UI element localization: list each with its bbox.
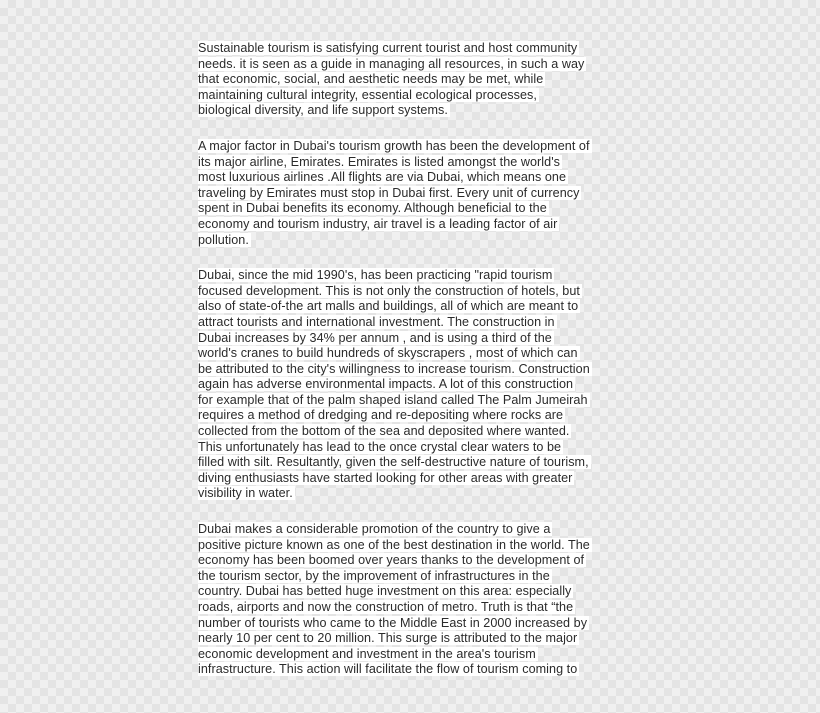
text-line: positive picture known as one of the best destination in the world. The: [198, 537, 590, 552]
paragraph-rapid-development: [198, 268, 630, 502]
text-line: Dubai, since the mid 1990's, has been practicing "rapid tourism: [198, 268, 553, 283]
text-line: filled with silt. Resultantly, given the self-destructive nature of tourism,: [198, 455, 589, 470]
text-line: maintaining cultural integrity, essential ecological processes,: [198, 87, 537, 102]
text-line: its major airline, Emirates. Emirates is listed amongst the world's: [198, 154, 560, 169]
text-line: A major factor in Dubai's tourism growth has been the development of: [198, 138, 590, 153]
text-line: the tourism sector, by the improvement of infrastructures in the: [198, 568, 550, 583]
text-line: diving enthusiasts have started looking for other areas with greater: [198, 470, 573, 485]
paragraph-sustainable-tourism: [198, 41, 630, 119]
text-line: roads, airports and now the construction of metro. Truth is that “the: [198, 600, 574, 614]
text-line: again has adverse environmental impacts. A lot of this construction: [198, 377, 574, 392]
text-line: nearly 10 per cent to 20 million. This surge is attributed to the major: [198, 631, 578, 646]
text-line: requires a method of dredging and re-depositing where rocks are: [198, 408, 564, 423]
text-line: be attributed to the city's willingness to increase tourism. Construction: [198, 361, 590, 376]
text-line: economy has been boomed over years thanks to the development of: [198, 553, 585, 568]
text-line: traveling by Emirates must stop in Dubai first. Every unit of currency: [198, 185, 580, 200]
paragraph-dubai-promotion: [198, 522, 630, 678]
text-line: economic development and investment in the area's tourism: [198, 646, 536, 661]
document-text: [198, 41, 630, 698]
text-line: Dubai increases by 34% per annum , and is using a third of the: [198, 330, 552, 345]
text-line: needs. it is seen as a guide in managing all resources, in such a way: [198, 56, 585, 71]
text-line: infrastructure. This action will facilitate the flow of tourism coming to: [198, 662, 578, 677]
text-line: spent in Dubai benefits its economy. Although beneficial to the: [198, 201, 547, 216]
text-line: Dubai makes a considerable promotion of the country to give a: [198, 522, 551, 537]
text-line: visibility in water.: [198, 486, 293, 501]
text-line: biological diversity, and life support systems.: [198, 103, 448, 118]
text-line: collected from the bottom of the sea and deposited where wanted.: [198, 424, 570, 439]
paragraph-emirates-airline: [198, 139, 630, 248]
text-line: Sustainable tourism is satisfying current tourist and host community: [198, 41, 578, 55]
text-line: for example that of the palm shaped island called The Palm Jumeirah: [198, 392, 588, 407]
text-line: country. Dubai has betted huge investment on this area: especially: [198, 584, 572, 599]
text-line: attract tourists and international investment. The construction in: [198, 314, 555, 329]
text-line: focused development. This is not only the construction of hotels, but: [198, 283, 580, 298]
text-line: most luxurious airlines .All flights are via Dubai, which means one: [198, 170, 567, 185]
text-line: number of tourists who came to the Middle East in 2000 increased by: [198, 615, 588, 630]
text-line: economy and tourism industry, air travel is a leading factor of air: [198, 216, 558, 231]
text-line: pollution.: [198, 232, 249, 247]
text-line: world's cranes to build hundreds of skyscrapers , most of which can: [198, 346, 578, 361]
text-line: that economic, social, and aesthetic needs may be met, while: [198, 72, 544, 87]
text-line: also of state-of-the art malls and buildings, all of which are meant to: [198, 299, 579, 314]
text-line: This unfortunately has lead to the once crystal clear waters to be: [198, 439, 562, 454]
